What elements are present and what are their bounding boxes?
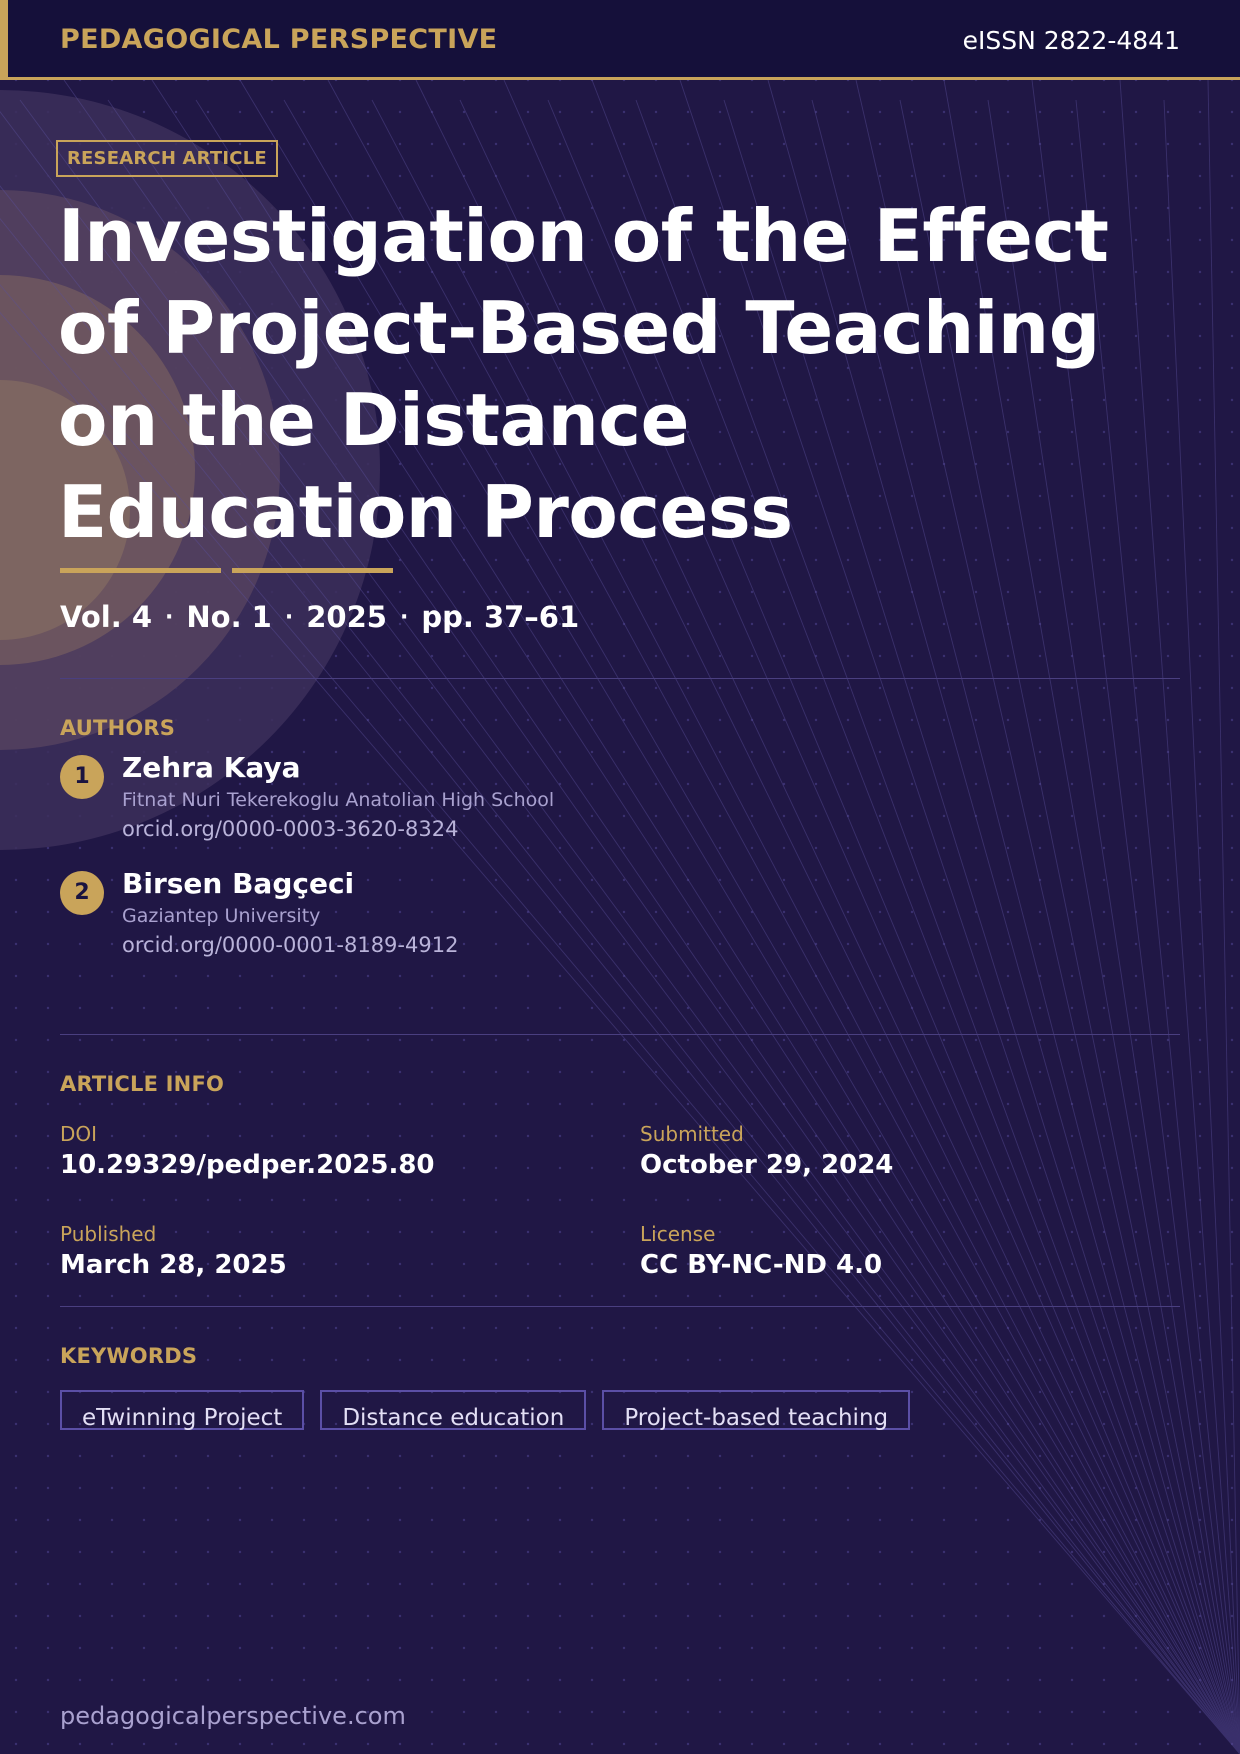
license-value: CC BY-NC-ND 4.0 bbox=[640, 1250, 883, 1280]
keyword-chip[interactable]: Distance education bbox=[320, 1390, 586, 1430]
title-line: Education Process bbox=[58, 470, 793, 554]
author-number-badge: 2 bbox=[60, 871, 104, 915]
authors-label: AUTHORS bbox=[60, 716, 176, 740]
pages: pp. 37–61 bbox=[421, 600, 580, 634]
author-orcid-link[interactable]: orcid.org/0000-0001-8189-4912 bbox=[122, 933, 459, 957]
license-item bbox=[640, 1222, 882, 1280]
title-line: of Project-Based Teaching bbox=[58, 286, 1100, 370]
issue-info bbox=[60, 600, 579, 634]
submitted-date: October 29, 2024 bbox=[640, 1150, 894, 1180]
article-type-badge: RESEARCH ARTICLE bbox=[56, 140, 278, 177]
author-item bbox=[60, 867, 960, 971]
issn: eISSN 2822-4841 bbox=[962, 26, 1180, 55]
author-affiliation: Fitnat Nuri Tekerekoglu Anatolian High School bbox=[122, 789, 555, 811]
divider bbox=[60, 1034, 1180, 1035]
divider bbox=[60, 678, 1180, 679]
doi-item bbox=[60, 1122, 435, 1180]
article-info-label: ARTICLE INFO bbox=[60, 1072, 225, 1096]
title-underline bbox=[60, 568, 221, 573]
keywords-label: KEYWORDS bbox=[60, 1344, 198, 1368]
submitted-item bbox=[640, 1122, 893, 1180]
keyword-chip[interactable]: eTwinning Project bbox=[60, 1390, 304, 1430]
doi-value[interactable]: 10.29329/pedper.2025.80 bbox=[60, 1150, 435, 1180]
separator: · bbox=[399, 604, 409, 630]
doi-label: DOI bbox=[60, 1122, 98, 1146]
author-name: Birsen Bagçeci bbox=[122, 867, 355, 900]
license-label: License bbox=[640, 1222, 716, 1246]
title-underline bbox=[232, 568, 393, 573]
issue-number: No. 1 bbox=[186, 600, 272, 634]
author-number-badge: 1 bbox=[60, 755, 104, 799]
published-item bbox=[60, 1222, 287, 1280]
published-label: Published bbox=[60, 1222, 157, 1246]
divider bbox=[60, 1306, 1180, 1307]
author-name: Zehra Kaya bbox=[122, 751, 301, 784]
author-affiliation: Gaziantep University bbox=[122, 905, 321, 927]
article-title bbox=[58, 190, 1158, 558]
separator: · bbox=[284, 604, 294, 630]
published-date: March 28, 2025 bbox=[60, 1250, 287, 1280]
author-orcid-link[interactable]: orcid.org/0000-0003-3620-8324 bbox=[122, 817, 459, 841]
journal-name: PEDAGOGICAL PERSPECTIVE bbox=[60, 24, 498, 55]
title-line: Investigation of the Effect bbox=[58, 194, 1109, 278]
journal-header bbox=[0, 0, 1240, 80]
title-line: on the Distance bbox=[58, 378, 689, 462]
separator: · bbox=[165, 604, 174, 630]
website-link[interactable]: pedagogicalperspective.com bbox=[60, 1702, 406, 1730]
year: 2025 bbox=[306, 600, 387, 634]
keyword-list bbox=[60, 1390, 926, 1430]
keyword-chip[interactable]: Project-based teaching bbox=[602, 1390, 910, 1430]
author-item bbox=[60, 751, 960, 855]
submitted-label: Submitted bbox=[640, 1122, 744, 1146]
volume: Vol. 4 bbox=[60, 600, 153, 634]
